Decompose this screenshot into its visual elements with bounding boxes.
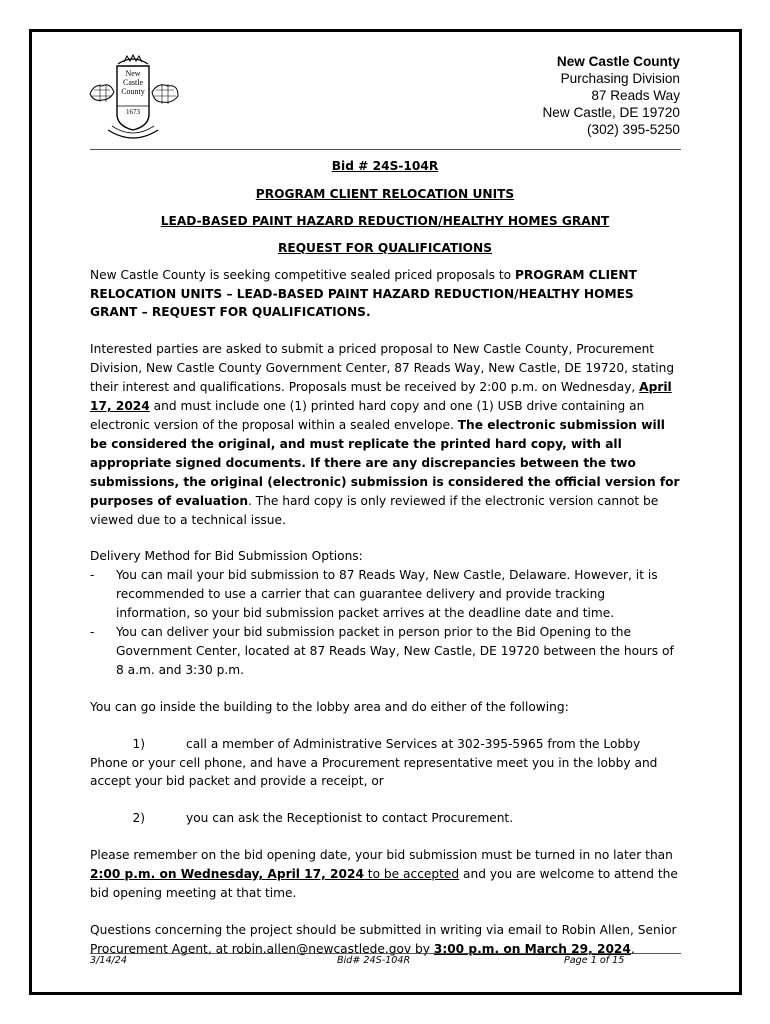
reminder-part1: Please remember on the bid opening date, your bid submission must be turned in no later than bbox=[90, 848, 673, 863]
step-text: you can ask the Receptionist to contact Procurement. bbox=[186, 811, 514, 826]
intro-bold: PROGRAM CLIENT RELOCATION UNITS – LEAD-BASED PAINT HAZARD REDUCTION/HEALTHY HOMES GRANT – REQUEST FOR QUALIFICATIONS. bbox=[90, 267, 637, 320]
submission-part3: . The hard copy is only reviewed if the electronic version cannot be viewed due to a technical issue. bbox=[90, 493, 659, 527]
intro-lead: New Castle County is seeking competitive sealed priced proposals to bbox=[90, 267, 515, 282]
org-name: New Castle County bbox=[556, 54, 680, 69]
program-title: PROGRAM CLIENT RELOCATION UNITS bbox=[255, 186, 515, 201]
step-number: 1) bbox=[132, 736, 145, 751]
rfq-title: REQUEST FOR QUALIFICATIONS bbox=[277, 240, 493, 255]
street-address: 87 Reads Way bbox=[591, 88, 680, 103]
list-item: - You can deliver your bid submission packet in person prior to the Bid Opening to the Government Center, located at 87 Reads Way, New Castle, DE 19720 between the hours of 8 a.m. and 3:30 p.m. bbox=[90, 623, 680, 680]
submission-part2: and must include one (1) printed hard copy and one (1) USB drive containing an electronic version of the proposal within a sealed envelope. bbox=[90, 399, 645, 432]
submission-bold: The electronic submission will be considered the original, and must replicate the printed hard copy, with all appropriate signed documents. If there are any discrepancies between the two submissions, the original (electronic) submission is considered the official version for purposes of evaluation bbox=[90, 417, 680, 508]
delivery-heading: Delivery Method for Bid Submission Options: bbox=[90, 549, 363, 564]
division-name: Purchasing Division bbox=[560, 71, 680, 86]
seal-text-3: County bbox=[121, 87, 145, 96]
reminder-deadline: 2:00 p.m. on Wednesday, April 17, 2024 bbox=[90, 867, 364, 882]
footer-page-number: Page 1 of 15 bbox=[564, 955, 625, 966]
reminder-part2: and you are welcome to attend the bid opening meeting at that time. bbox=[90, 867, 678, 901]
grant-title: LEAD-BASED PAINT HAZARD REDUCTION/HEALTHY HOMES GRANT bbox=[160, 213, 610, 228]
phone-number: (302) 395-5250 bbox=[587, 122, 680, 137]
seal-text-4: 1673 bbox=[126, 108, 140, 116]
questions-end: . bbox=[630, 941, 635, 956]
lobby-step-2 bbox=[90, 809, 680, 828]
step-text: call a member of Administrative Services at 302-395-5965 from the Lobby bbox=[186, 736, 641, 751]
seal-text-2: Castle bbox=[123, 78, 143, 87]
reminder-paragraph bbox=[90, 846, 680, 903]
page-footer bbox=[90, 955, 681, 969]
document-body bbox=[90, 154, 680, 959]
intro-paragraph bbox=[90, 266, 680, 323]
header-divider bbox=[90, 149, 681, 150]
submission-paragraph bbox=[90, 340, 680, 529]
submission-part1: Interested parties are asked to submit a priced proposal to New Castle County, Procurement Division, New Castle County Government Center, 87 Reads Way, New Castle, DE 19720, stating their interest and qualifications. Proposals must be received by 2:00 p.m. on Wednesday, bbox=[90, 342, 675, 395]
seal-text-1: New bbox=[125, 69, 141, 78]
lobby-step-1-continuation: Phone or your cell phone, and have a Procurement representative meet you in the lobby and accept your bid packet and provide a receipt, or bbox=[90, 755, 658, 789]
submission-date: April 17, 2024 bbox=[90, 380, 672, 414]
delivery-options bbox=[90, 566, 680, 679]
list-item: - You can mail your bid submission to 87 Reads Way, New Castle, Delaware. However, it is recommended to use a carrier that can guarantee delivery and provide tracking information, so your bid submission packet arrives at the deadline date and time. bbox=[90, 566, 680, 623]
step-number: 2) bbox=[132, 811, 145, 826]
lobby-intro: You can go inside the building to the lobby area and do either of the following: bbox=[90, 699, 569, 714]
footer-divider bbox=[90, 953, 681, 954]
county-seal-icon bbox=[80, 50, 186, 144]
city-state-zip: New Castle, DE 19720 bbox=[542, 105, 680, 120]
letterhead-address bbox=[542, 53, 680, 138]
lobby-step-1 bbox=[90, 735, 680, 754]
bid-number-title: Bid # 24S-104R bbox=[331, 159, 439, 173]
footer-bid-number: Bid# 24S-104R bbox=[337, 955, 411, 966]
footer-date: 3/14/24 bbox=[90, 955, 127, 966]
reminder-accepted: to be accepted bbox=[363, 867, 460, 882]
questions-deadline: 3:00 p.m. on March 29, 2024 bbox=[433, 941, 631, 956]
questions-part1: Questions concerning the project should be submitted in writing via email to Robin Allen, Senior Procurement Agent, at robin.allen@newcastlede.gov by bbox=[90, 923, 677, 956]
